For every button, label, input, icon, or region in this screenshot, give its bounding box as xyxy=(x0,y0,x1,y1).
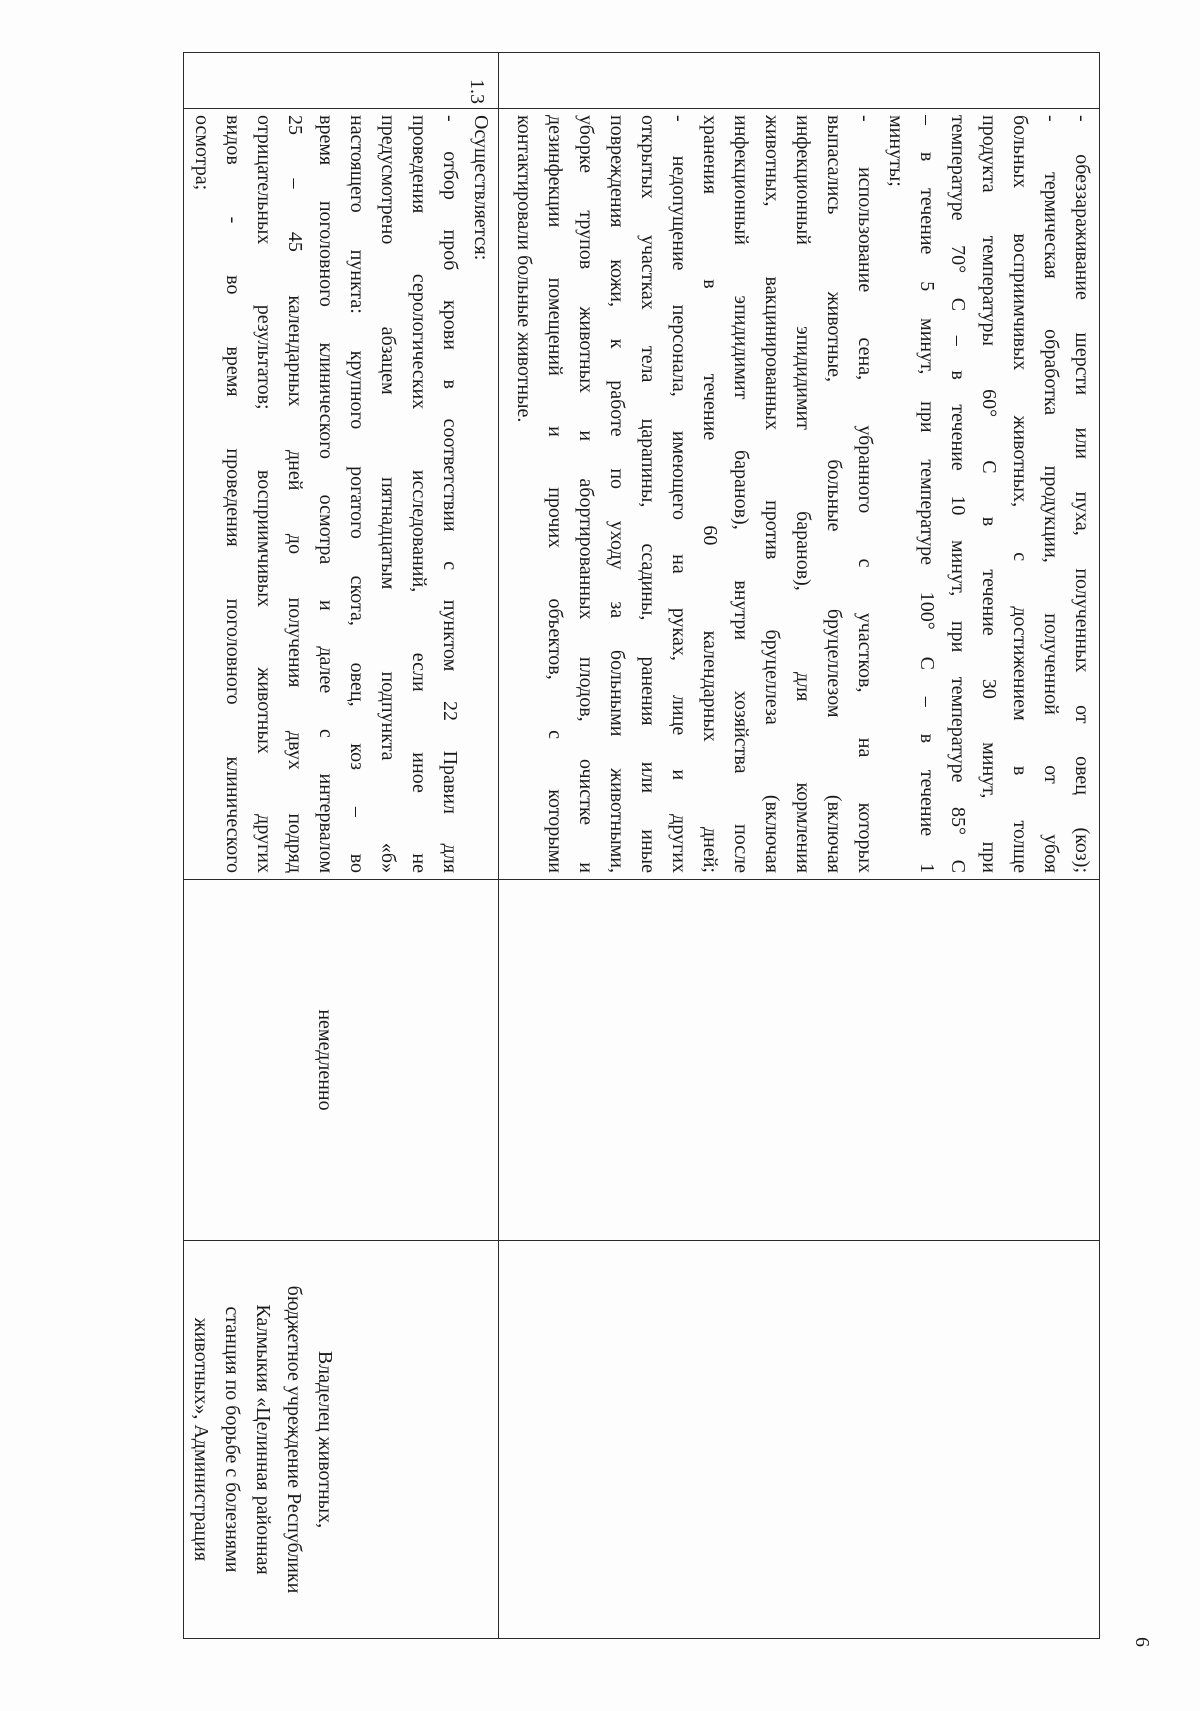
text-line: выпасались животные, больные бруцеллезом (включая xyxy=(823,115,845,873)
text-line: видов - во время проведения поголовного клинического xyxy=(222,115,244,873)
rotated-content xyxy=(150,52,1153,1652)
responsible-cell xyxy=(184,1241,499,1639)
text-line: проведения серологических исследований, если иное не xyxy=(408,115,430,873)
responsible-line: станция по борьбе с болезнями xyxy=(221,1306,243,1573)
table-row xyxy=(499,53,1100,1639)
text-line: контактировали больные животные. xyxy=(513,115,535,423)
text-line: хранения в течение 60 календарных дней; xyxy=(699,115,721,873)
text-line: – в течение 5 минут, при температуре 100° С – в течение 1 xyxy=(916,115,938,873)
number-cell xyxy=(499,53,1100,109)
text-line: инфекционный эпидидимит баранов), для кормления xyxy=(792,115,814,873)
table-row xyxy=(184,53,499,1639)
measures-text xyxy=(184,109,498,879)
text-line: открытых участках тела царапины, ссадины, ранения или иные xyxy=(637,115,659,873)
responsible-line: животных», Администрация xyxy=(190,1317,212,1562)
page-number: 6 xyxy=(1131,1637,1153,1647)
number-cell xyxy=(184,53,499,109)
measures-cell xyxy=(499,109,1100,880)
text-line: время поголовного клинического осмотра и далее с интервалом xyxy=(315,115,337,873)
text-line: отрицательных результатов; восприимчивых животных других xyxy=(253,115,275,873)
text-line: дезинфекции помещений и прочих объектов, с которыми xyxy=(544,115,566,873)
responsible-cell xyxy=(499,1241,1100,1639)
text-line: животных, вакцинированных против бруцеллеза (включая xyxy=(761,115,783,873)
text-line: продукта температуры 60° С в течение 30 минут, при xyxy=(978,115,1000,873)
responsible-line: Калмыкия «Целинная районная xyxy=(252,1304,274,1575)
term-cell xyxy=(499,880,1100,1241)
text-line: - термическая обработка продукции, полученной от убоя xyxy=(1040,115,1062,873)
item-number: 1.3 xyxy=(466,79,488,104)
text-line: больных восприимчивых животных, с достижением в толще xyxy=(1009,115,1031,873)
text-line: - обеззараживание шерсти или пуха, полученных от овец (коз); xyxy=(1071,115,1093,873)
text-line: настоящего пункта: крупного рогатого скота, овец, коз – во xyxy=(346,115,368,873)
responsible-line: Владелец животных, xyxy=(314,1350,336,1529)
measures-table xyxy=(183,52,1100,1639)
term-cell xyxy=(184,880,499,1241)
text-line: минуты; xyxy=(885,115,907,187)
text-line: - недопущение персонала, имеющего на руках, лице и других xyxy=(668,115,690,873)
responsible-text xyxy=(185,1241,498,1638)
text-line: предусмотрено абзацем пятнадцатым подпункта «б» xyxy=(377,115,399,873)
text-line: температуре 70° С – в течение 10 минут, при температуре 85° С xyxy=(947,115,969,873)
text-line: осмотра; xyxy=(191,115,213,191)
term-text: немедленно xyxy=(314,1009,336,1111)
text-line: - отбор проб крови в соответствии с пунктом 22 Правил для xyxy=(439,115,461,873)
text-line: уборке трупов животных и абортированных плодов, очистке и xyxy=(575,115,597,873)
text-line: инфекционный эпидидимит баранов), внутри хозяйства после xyxy=(730,115,752,873)
text-line: 25 – 45 календарных дней до получения двух подряд xyxy=(284,115,306,873)
measures-text xyxy=(506,109,1099,879)
text-line: Осуществляется: xyxy=(470,115,492,261)
measures-cell xyxy=(184,109,499,880)
text-line: - использование сена, убранного с участков, на которых xyxy=(854,115,876,873)
text-line: повреждения кожи, к работе по уходу за больными животными, xyxy=(606,115,628,873)
responsible-line: бюджетное учреждение Республики xyxy=(283,1285,305,1594)
